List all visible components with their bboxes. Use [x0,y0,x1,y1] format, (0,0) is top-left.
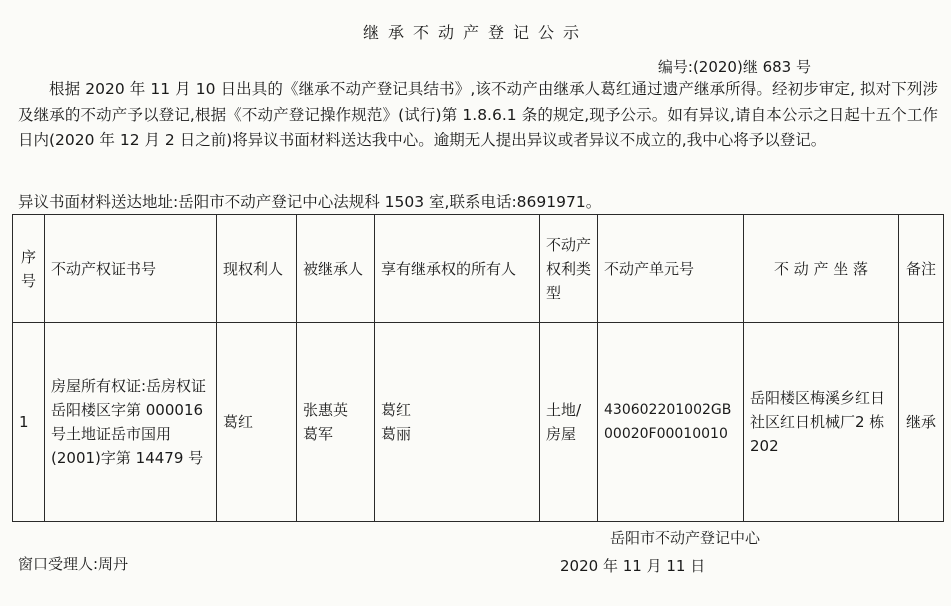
header-location: 不 动 产 坐 落 [744,215,899,323]
document-number: 编号:(2020)继 683 号 [657,58,811,76]
heir-name-1: 葛红 [381,401,412,419]
property-table [12,214,944,522]
cell-location: 岳阳楼区梅溪乡红日社区红日机械厂2 栋 202 [744,323,899,522]
cell-note: 继承 [899,323,944,522]
window-receiver: 窗口受理人:周丹 [18,555,129,573]
header-heirs: 享有继承权的所有人 [375,215,540,323]
deceased-name-2: 葛军 [303,425,334,443]
objection-address: 异议书面材料送达地址:岳阳市不动产登记中心法规科 1503 室,联系电话:8691971。 [18,193,602,211]
cell-seq: 1 [13,323,45,522]
cell-unit-no: 430602201002GB00020F00010010 [598,323,744,522]
deceased-name-1: 张惠英 [303,401,349,419]
table-header-row [13,215,944,323]
cell-owner: 葛红 [217,323,297,522]
table-row [13,323,944,522]
page-title: 继承不动产登记公示 [362,23,588,42]
issue-date: 2020 年 11 月 11 日 [560,557,706,575]
header-owner: 现权利人 [217,215,297,323]
issuer-name: 岳阳市不动产登记中心 [610,529,761,547]
header-right-type: 不动产权利类型 [540,215,598,323]
header-cert: 不动产权证书号 [45,215,217,323]
heir-name-2: 葛丽 [381,425,412,443]
header-note: 备注 [899,215,944,323]
cell-deceased [297,323,375,522]
header-unit-no: 不动产单元号 [598,215,744,323]
cell-heirs [375,323,540,522]
header-deceased: 被继承人 [297,215,375,323]
notice-paragraph: 根据 2020 年 11 月 10 日出具的《继承不动产登记具结书》,该不动产由继承人葛红通过遗产继承所得。经初步审定, 拟对下列涉及继承的不动产予以登记,根据《不动产登记操作规范》(试行)第 1.8.6.1 条的规定,现予公示。如有异议,请自本公示之日起十五个工作日内(2020 年 12 月 2 日之前)将异议书面材料送达我中心。逾期无人提出异议或者异议不成立的,我中心将予以登记。 [18,80,938,149]
cell-right-type: 土地/房屋 [540,323,598,522]
cell-cert: 房屋所有权证:岳房权证岳阳楼区字第 000016 号土地证岳市国用(2001)字第 14479 号 [45,323,217,522]
header-seq: 序号 [13,215,45,323]
